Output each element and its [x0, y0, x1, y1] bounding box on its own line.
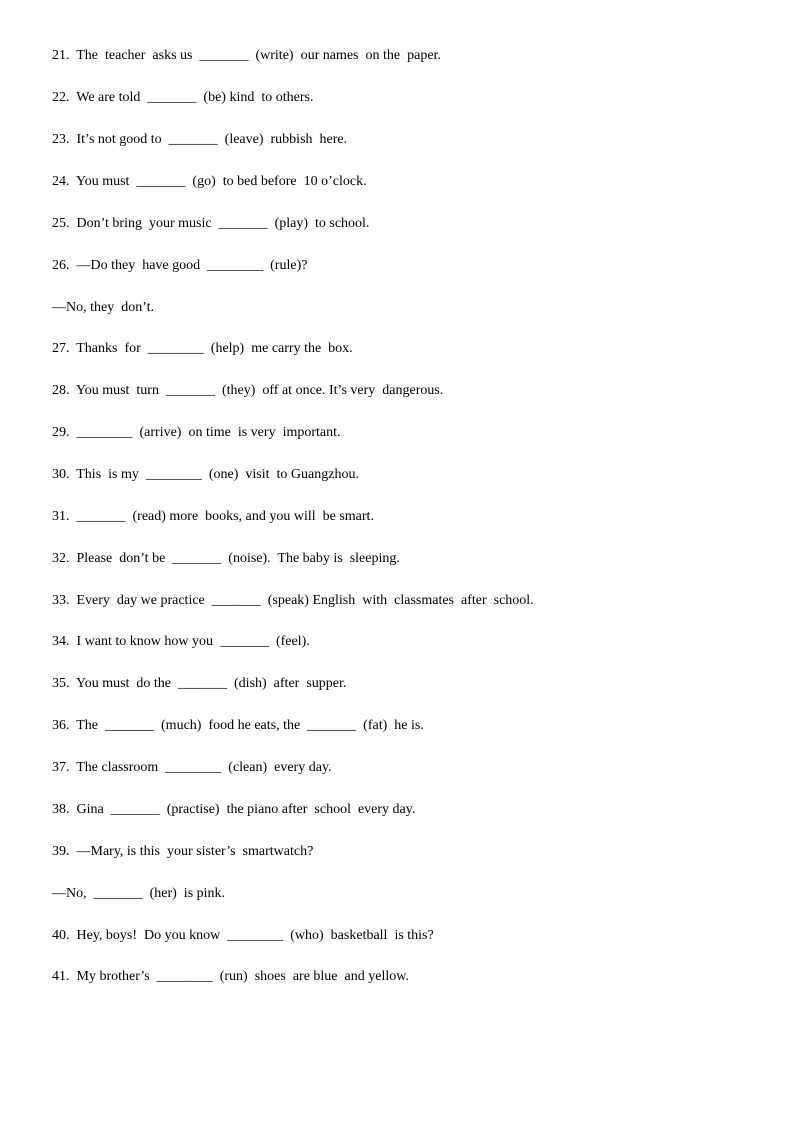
question-21: 21. The teacher asks us _______ (write) our names on the paper.	[52, 48, 441, 63]
question-40: 40. Hey, boys! Do you know ________ (who) basketball is this?	[52, 928, 434, 943]
question-34: 34. I want to know how you _______ (feel).	[52, 634, 310, 649]
question-24: 24. You must _______ (go) to bed before 10 o’clock.	[52, 174, 367, 189]
question-38: 38. Gina _______ (practise) the piano after school every day.	[52, 802, 416, 817]
question-28: 28. You must turn _______ (they) off at once. It’s very dangerous.	[52, 383, 444, 398]
question-37: 37. The classroom ________ (clean) every day.	[52, 760, 332, 775]
question-36: 36. The _______ (much) food he eats, the _______ (fat) he is.	[52, 718, 424, 733]
question-32: 32. Please don’t be _______ (noise). The baby is sleeping.	[52, 551, 400, 566]
question-22: 22. We are told _______ (be) kind to others.	[52, 90, 314, 105]
question-27: 27. Thanks for ________ (help) me carry the box.	[52, 341, 353, 356]
question-29: 29. ________ (arrive) on time is very important.	[52, 425, 341, 440]
question-35: 35. You must do the _______ (dish) after supper.	[52, 676, 347, 691]
question-39-response: —No, _______ (her) is pink.	[52, 886, 226, 901]
question-26: 26. —Do they have good ________ (rule)?	[52, 258, 308, 273]
question-30: 30. This is my ________ (one) visit to Guangzhou.	[52, 467, 359, 482]
question-23: 23. It’s not good to _______ (leave) rubbish here.	[52, 132, 348, 147]
question-26-response: —No, they don’t.	[52, 300, 155, 315]
question-25: 25. Don’t bring your music _______ (play) to school.	[52, 216, 370, 231]
question-41: 41. My brother’s ________ (run) shoes are blue and yellow.	[52, 969, 409, 984]
question-31: 31. _______ (read) more books, and you will be smart.	[52, 509, 374, 524]
question-39: 39. —Mary, is this your sister’s smartwatch?	[52, 844, 314, 859]
question-33: 33. Every day we practice _______ (speak) English with classmates after school.	[52, 593, 534, 608]
